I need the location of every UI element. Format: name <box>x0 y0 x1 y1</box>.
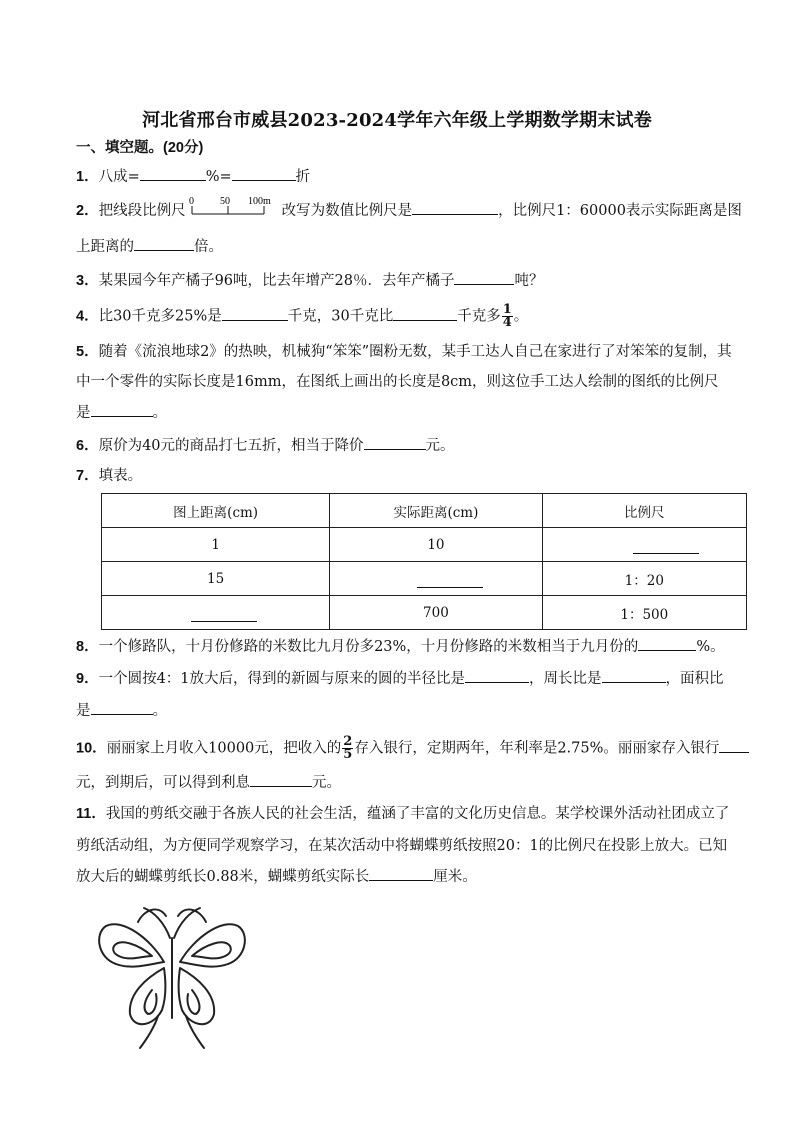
question-4: 4．比30千克多25%是 千克，30千克比 千克多 $\frac{1}{4}$ 。 <box>76 302 529 330</box>
answer-blank[interactable] <box>719 738 749 753</box>
answer-blank[interactable] <box>369 866 433 881</box>
section-heading: 一、填空题。(20分) <box>76 140 204 156</box>
scale-bar-icon <box>188 196 280 218</box>
answer-blank[interactable] <box>250 772 312 787</box>
answer-blank[interactable] <box>91 402 153 417</box>
question-6: 6．原价为40元的商品打七五折，相当于降价 元。 <box>76 435 455 456</box>
answer-blank[interactable] <box>633 539 699 554</box>
table-row <box>102 562 747 596</box>
answer-blank[interactable] <box>465 668 529 683</box>
table-cell-blank[interactable] <box>330 562 542 596</box>
question-3: 3．某果园今年产橘子96吨，比去年增产28％．去年产橘子 吨？ <box>76 270 543 291</box>
answer-blank[interactable] <box>602 668 666 683</box>
scale-table <box>101 493 747 630</box>
fraction-one-quarter: $\frac{1}{4}$ <box>502 302 512 330</box>
answer-blank[interactable] <box>417 573 483 588</box>
table-header-row <box>102 494 747 528</box>
table-cell-blank[interactable] <box>542 528 746 562</box>
answer-blank[interactable] <box>140 166 206 181</box>
question-1: 1．八成= %= 折 <box>76 166 310 187</box>
table-header: 实际距离(cm) <box>330 494 542 528</box>
question-10-line-2: 元，到期后，可以得到利息 元。 <box>76 772 341 793</box>
answer-blank[interactable] <box>364 435 426 450</box>
table-cell: 10 <box>330 528 542 562</box>
question-11-line-3: 放大后的蝴蝶剪纸长0.88米，蝴蝶剪纸实际长 厘米。 <box>76 866 477 887</box>
question-2: 2．把线段比例尺 0 50 100m 改写为数值比例尺是 ，比例尺1：60000表示实际距离是图 <box>76 196 742 219</box>
question-2-continued: 上距离的 倍。 <box>76 236 223 257</box>
table-row <box>102 596 747 630</box>
table-header: 比例尺 <box>542 494 746 528</box>
question-5-line-2: 中一个零件的实际长度是16mm，在图纸上画出的长度是8cm，则这位手工达人绘制的图纸的比例尺 <box>76 374 719 390</box>
line-segment-scale <box>188 196 280 220</box>
table-cell-blank[interactable] <box>102 596 330 630</box>
scale-label-50: 50 <box>219 196 230 207</box>
question-8: 8．一个修路队，十月份修路的米数比九月份多23%，十月份修路的米数相当于九月份的 %。 <box>76 636 725 657</box>
table-row <box>102 528 747 562</box>
answer-blank[interactable] <box>91 700 153 715</box>
question-11-line-2: 剪纸活动组，为方便同学观察学习，在某次活动中将蝴蝶剪纸按照20：1的比例尺在投影上放大。已知 <box>76 838 728 854</box>
butterfly-papercut-icon <box>92 898 252 1058</box>
question-9-line-2: 是 。 <box>76 700 167 721</box>
answer-blank[interactable] <box>191 607 257 622</box>
question-11: 11．我国的剪纸交融于各族人民的社会生活，蕴涵了丰富的文化历史信息。某学校课外活动社团成立了 <box>76 806 730 822</box>
question-9: 9．一个圆按4：1放大后，得到的新圆与原来的圆的半径比是 ，周长比是 ，面积比 <box>76 668 724 689</box>
scale-label-0: 0 <box>188 196 194 207</box>
table-header: 图上距离(cm) <box>102 494 330 528</box>
answer-blank[interactable] <box>222 306 288 321</box>
answer-blank[interactable] <box>454 270 514 285</box>
answer-blank[interactable] <box>393 306 457 321</box>
answer-blank[interactable] <box>134 236 194 251</box>
table-cell: 700 <box>330 596 542 630</box>
scale-label-100m: 100m <box>247 196 271 207</box>
answer-blank[interactable] <box>638 636 696 651</box>
fraction-two-fifths: $\frac{2}{5}$ <box>343 734 353 762</box>
question-5: 5．随着《流浪地球2》的热映，机械狗“笨笨”圈粉无数，某手工达人自己在家进行了对笨笨的复制，其 <box>76 344 732 360</box>
table-cell: 15 <box>102 562 330 596</box>
answer-blank[interactable] <box>412 200 498 215</box>
question-7: 7．填表。 <box>76 468 143 484</box>
table-cell: 1 <box>102 528 330 562</box>
answer-blank[interactable] <box>232 166 296 181</box>
question-5-line-3: 是 。 <box>76 402 167 423</box>
table-cell: 1：20 <box>542 562 746 596</box>
page-title: 河北省邢台市威县2023-2024学年六年级上学期数学期末试卷 <box>142 110 652 131</box>
table-cell: 1：500 <box>542 596 746 630</box>
question-10: 10．丽丽家上月收入10000元，把收入的 $\frac{2}{5}$ 存入银行，定期两年，年利率是2.75%。丽丽家存入银行 <box>76 736 749 761</box>
